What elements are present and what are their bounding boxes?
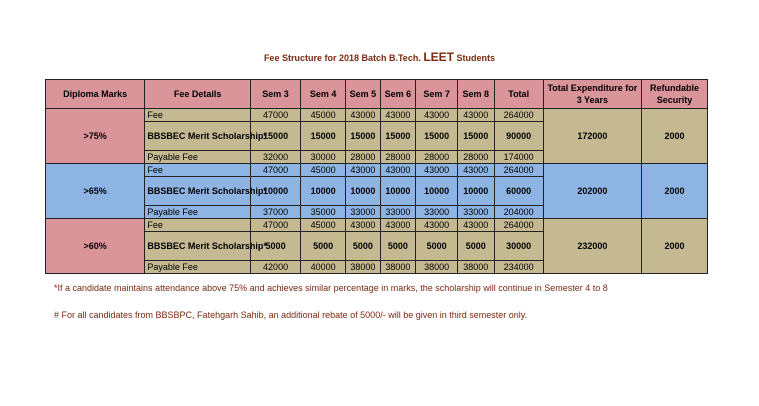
fee-detail-label: BBSBEC Merit Scholarship* xyxy=(145,232,251,261)
refundable-security-cell: 2000 xyxy=(642,164,708,219)
semester-fee-cell: 28000 xyxy=(380,151,416,164)
semester-fee-cell: 47000 xyxy=(250,164,300,177)
semester-fee-cell: 15000 xyxy=(250,122,300,151)
semester-fee-cell: 10000 xyxy=(250,177,300,206)
title-prefix: Fee Structure for 2018 Batch B.Tech. xyxy=(263,53,421,63)
semester-fee-cell: 47000 xyxy=(250,219,300,232)
semester-fee-cell: 45000 xyxy=(301,164,346,177)
rebate-note: # For all candidates from BBSBPC, Fatehgarh Sahib, an additional rebate of 5000/- will be given in third semester only. xyxy=(54,310,528,320)
total-cell: 60000 xyxy=(494,177,543,206)
semester-fee-cell: 10000 xyxy=(301,177,346,206)
semester-fee-cell: 15000 xyxy=(458,122,495,151)
semester-fee-cell: 15000 xyxy=(301,122,346,151)
semester-fee-cell: 28000 xyxy=(458,151,495,164)
semester-fee-cell: 43000 xyxy=(346,109,381,122)
total-expenditure-cell: 202000 xyxy=(543,164,641,219)
header-cell: Diploma Marks xyxy=(46,80,145,109)
semester-fee-cell: 10000 xyxy=(346,177,381,206)
semester-fee-cell: 38000 xyxy=(458,261,495,274)
semester-fee-cell: 32000 xyxy=(250,151,300,164)
table-row xyxy=(46,219,708,232)
fee-detail-label: Payable Fee xyxy=(145,151,251,164)
semester-fee-cell: 15000 xyxy=(380,122,416,151)
semester-fee-cell: 33000 xyxy=(458,206,495,219)
semester-fee-cell: 10000 xyxy=(458,177,495,206)
diploma-marks-cell: >75% xyxy=(46,109,145,164)
semester-fee-cell: 43000 xyxy=(380,219,416,232)
semester-fee-cell: 37000 xyxy=(250,206,300,219)
header-cell: Sem 3 xyxy=(250,80,300,109)
semester-fee-cell: 43000 xyxy=(380,164,416,177)
header-cell: Sem 4 xyxy=(301,80,346,109)
fee-detail-label: Payable Fee xyxy=(145,261,251,274)
total-cell: 264000 xyxy=(494,164,543,177)
total-expenditure-cell: 232000 xyxy=(543,219,641,274)
header-cell: Total Expenditure for 3 Years xyxy=(543,80,641,109)
semester-fee-cell: 40000 xyxy=(301,261,346,274)
semester-fee-cell: 43000 xyxy=(416,219,458,232)
total-cell: 204000 xyxy=(494,206,543,219)
semester-fee-cell: 43000 xyxy=(458,219,495,232)
diploma-marks-cell: >60% xyxy=(46,219,145,274)
title-emphasis: LEET xyxy=(423,50,455,64)
semester-fee-cell: 45000 xyxy=(301,109,346,122)
header-cell: Refundable Security xyxy=(642,80,708,109)
semester-fee-cell: 43000 xyxy=(346,219,381,232)
fee-detail-label: Fee xyxy=(145,109,251,122)
table-row xyxy=(46,109,708,122)
semester-fee-cell: 5000 xyxy=(346,232,381,261)
title-suffix: Students xyxy=(456,53,496,63)
semester-fee-cell: 38000 xyxy=(380,261,416,274)
semester-fee-cell: 33000 xyxy=(416,206,458,219)
total-cell: 30000 xyxy=(494,232,543,261)
table-row xyxy=(46,164,708,177)
scholarship-note: *If a candidate maintains attendance above 75% and achieves similar percentage in marks, the scholarship will continue in Semester 4 to 8 xyxy=(54,283,608,293)
header-cell: Sem 8 xyxy=(458,80,495,109)
semester-fee-cell: 5000 xyxy=(380,232,416,261)
header-row xyxy=(46,80,708,109)
header-cell: Total xyxy=(494,80,543,109)
semester-fee-cell: 5000 xyxy=(301,232,346,261)
total-cell: 264000 xyxy=(494,219,543,232)
semester-fee-cell: 43000 xyxy=(380,109,416,122)
fee-detail-label: Payable Fee xyxy=(145,206,251,219)
semester-fee-cell: 38000 xyxy=(416,261,458,274)
refundable-security-cell: 2000 xyxy=(642,219,708,274)
semester-fee-cell: 15000 xyxy=(346,122,381,151)
semester-fee-cell: 5000 xyxy=(416,232,458,261)
semester-fee-cell: 5000 xyxy=(250,232,300,261)
semester-fee-cell: 35000 xyxy=(301,206,346,219)
header-cell: Sem 6 xyxy=(380,80,416,109)
fee-detail-label: BBSBEC Merit Scholarship* xyxy=(145,122,251,151)
semester-fee-cell: 47000 xyxy=(250,109,300,122)
fee-detail-label: Fee xyxy=(145,219,251,232)
semester-fee-cell: 42000 xyxy=(250,261,300,274)
fee-detail-label: Fee xyxy=(145,164,251,177)
refundable-security-cell: 2000 xyxy=(642,109,708,164)
semester-fee-cell: 38000 xyxy=(346,261,381,274)
total-cell: 234000 xyxy=(494,261,543,274)
semester-fee-cell: 28000 xyxy=(416,151,458,164)
semester-fee-cell: 43000 xyxy=(416,164,458,177)
semester-fee-cell: 28000 xyxy=(346,151,381,164)
semester-fee-cell: 5000 xyxy=(458,232,495,261)
semester-fee-cell: 10000 xyxy=(380,177,416,206)
total-expenditure-cell: 172000 xyxy=(543,109,641,164)
header-cell: Sem 7 xyxy=(416,80,458,109)
header-cell: Fee Details xyxy=(145,80,251,109)
semester-fee-cell: 30000 xyxy=(301,151,346,164)
semester-fee-cell: 43000 xyxy=(458,164,495,177)
semester-fee-cell: 15000 xyxy=(416,122,458,151)
semester-fee-cell: 33000 xyxy=(346,206,381,219)
total-cell: 90000 xyxy=(494,122,543,151)
semester-fee-cell: 10000 xyxy=(416,177,458,206)
semester-fee-cell: 43000 xyxy=(458,109,495,122)
total-cell: 264000 xyxy=(494,109,543,122)
header-cell: Sem 5 xyxy=(346,80,381,109)
page-title xyxy=(0,50,759,64)
fee-detail-label: BBSBEC Merit Scholarship* xyxy=(145,177,251,206)
diploma-marks-cell: >65% xyxy=(46,164,145,219)
fee-table-body xyxy=(46,109,708,274)
fee-structure-table xyxy=(45,79,708,274)
semester-fee-cell: 45000 xyxy=(301,219,346,232)
semester-fee-cell: 33000 xyxy=(380,206,416,219)
semester-fee-cell: 43000 xyxy=(346,164,381,177)
semester-fee-cell: 43000 xyxy=(416,109,458,122)
total-cell: 174000 xyxy=(494,151,543,164)
